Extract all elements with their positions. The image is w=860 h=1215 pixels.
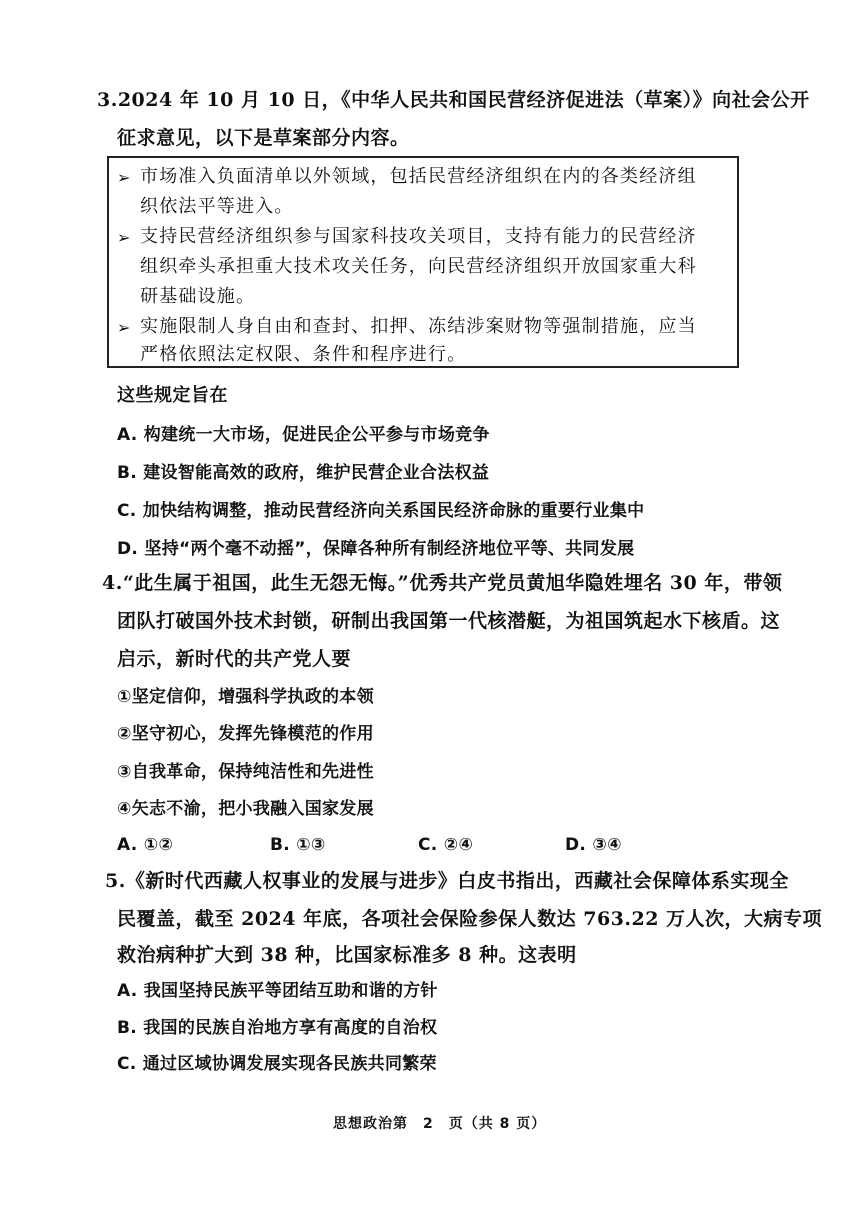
- q3-box-item1-line1: 市场准入负面清单以外领域，包括民营经济组织在内的各类经济组: [140, 166, 697, 187]
- q4-item-3: ③自我革命，保持纯洁性和先进性: [117, 762, 374, 782]
- q3-stem-line2: 征求意见，以下是草案部分内容。: [117, 127, 410, 149]
- q5-option-a[interactable]: A. 我国坚持民族平等团结互助和谐的方针: [117, 981, 438, 1001]
- q4-item-4: ④矢志不渝，把小我融入国家发展: [117, 799, 374, 819]
- bullet-arrow-icon: ➢: [117, 318, 131, 337]
- q5-option-c[interactable]: C. 通过区域协调发展实现各民族共同繁荣: [117, 1054, 437, 1074]
- q3-stem-line1: 3.2024 年 10 月 10 日，《中华人民共和国民营经济促进法（草案）》向社会公开: [97, 89, 810, 111]
- q3-box-item1-line2: 织依法平等进入。: [140, 196, 294, 217]
- q5-stem-line2: 民覆盖，截至 2024 年底，各项社会保险参保人数达 763.22 万人次，大病专项: [117, 908, 823, 930]
- page-footer: 思想政治第 2 页（共 8 页）: [333, 1116, 547, 1132]
- q3-option-c[interactable]: C. 加快结构调整，推动民营经济向关系国民经济命脉的重要行业集中: [117, 501, 645, 521]
- q3-option-a[interactable]: A. 构建统一大市场，促进民企公平参与市场竞争: [117, 425, 490, 445]
- q3-option-d[interactable]: D. 坚持“两个毫不动摇”，保障各种所有制经济地位平等、共同发展: [117, 539, 635, 559]
- q3-box-item3-line1: 实施限制人身自由和查封、扣押、冻结涉案财物等强制措施，应当: [140, 316, 697, 337]
- bullet-arrow-icon: ➢: [117, 228, 131, 247]
- q4-option-b[interactable]: B. ①③: [270, 835, 326, 855]
- q5-stem-line3: 救治病种扩大到 38 种，比国家标准多 8 种。这表明: [117, 944, 577, 966]
- q4-stem-line1: 4.“此生属于祖国，此生无怨无悔。”优秀共产党员黄旭华隐姓埋名 30 年，带领: [102, 572, 783, 594]
- bullet-arrow-icon: ➢: [117, 168, 131, 187]
- q3-question: 这些规定旨在: [117, 385, 228, 406]
- q3-box-item2-line3: 研基础设施。: [140, 286, 256, 307]
- q3-box-item3-line2: 严格依照法定权限、条件和程序进行。: [140, 344, 467, 365]
- q4-stem-line3: 启示，新时代的共产党人要: [117, 648, 352, 670]
- q3-box-item2-line1: 支持民营经济组织参与国家科技攻关项目，支持有能力的民营经济: [140, 226, 697, 247]
- q4-option-c[interactable]: C. ②④: [418, 835, 474, 855]
- q5-stem-line1: 5.《新时代西藏人权事业的发展与进步》白皮书指出，西藏社会保障体系实现全: [105, 870, 789, 892]
- q3-option-b[interactable]: B. 建设智能高效的政府，维护民营企业合法权益: [117, 463, 490, 483]
- q4-stem-line2: 团队打破国外技术封锁，研制出我国第一代核潜艇，为祖国筑起水下核盾。这: [117, 610, 781, 632]
- q4-item-2: ②坚守初心，发挥先锋模范的作用: [117, 724, 374, 744]
- q4-item-1: ①坚定信仰，增强科学执政的本领: [117, 687, 374, 707]
- q4-option-a[interactable]: A. ①②: [117, 835, 174, 855]
- q3-box-item2-line2: 组织牵头承担重大技术攻关任务，向民营经济组织开放国家重大科: [140, 256, 697, 277]
- q5-option-b[interactable]: B. 我国的民族自治地方享有高度的自治权: [117, 1018, 438, 1038]
- q4-option-d[interactable]: D. ③④: [565, 835, 622, 855]
